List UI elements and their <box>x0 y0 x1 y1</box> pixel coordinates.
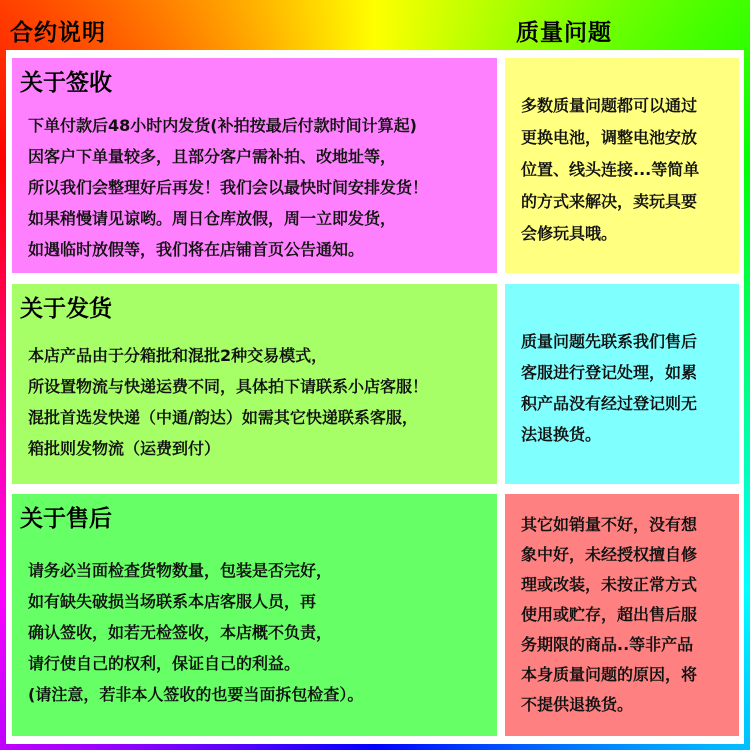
section-shipping-title: 关于发货 <box>20 296 112 322</box>
section-shipping <box>12 284 497 484</box>
text-line: 下单付款后48小时内发货(补拍按最后付款时间计算起) <box>28 116 417 135</box>
section-sign-receipt <box>12 58 497 273</box>
text-line: 请行使自己的权利，保证自己的利益。 <box>28 654 301 673</box>
text-line: 请务必当面检查货物数量，包装是否完好， <box>28 561 333 580</box>
text-line: 不提供退换货。 <box>521 695 634 714</box>
text-line: 因客户下单量较多，且部分客户需补拍、改地址等， <box>28 147 397 166</box>
section-sign-receipt-text <box>28 110 428 265</box>
text-line: 多数质量问题都可以通过 <box>521 96 698 115</box>
text-line: 法退换货。 <box>521 425 602 444</box>
section-after-sales-text <box>28 555 363 710</box>
text-line: 理或改装，未按正常方式 <box>521 575 698 594</box>
quality-panel-no-return-text <box>521 510 697 720</box>
text-line: 务期限的商品..等非产品 <box>521 635 694 654</box>
text-line: 确认签收，如若无检签收，本店概不负责， <box>28 623 333 642</box>
text-line: 质量问题先联系我们售后 <box>521 332 698 351</box>
text-line: 箱批则发物流（运费到付） <box>28 439 221 458</box>
text-line: 混批首选发快递（中通/韵达）如需其它快递联系客服， <box>28 408 418 427</box>
text-line: 象中好，未经授权擅自修 <box>521 545 698 564</box>
text-line: 位置、线头连接...等简单 <box>521 160 700 179</box>
section-shipping-text <box>28 340 428 464</box>
section-after-sales-title: 关于售后 <box>20 506 112 532</box>
header-contract-title: 合约说明 <box>10 20 106 46</box>
text-line: 积产品没有经过登记则无 <box>521 394 698 413</box>
section-sign-receipt-title: 关于签收 <box>20 70 112 96</box>
text-line: 会修玩具哦。 <box>521 224 618 243</box>
quality-panel-no-return <box>505 494 739 736</box>
text-line: 如遇临时放假等，我们将在店铺首页公告通知。 <box>28 240 365 259</box>
text-line: 所以我们会整理好后再发！我们会以最快时间安排发货！ <box>28 178 429 197</box>
text-line: 所设置物流与快递运费不同，具体拍下请联系小店客服！ <box>28 377 429 396</box>
text-line: 如有缺失破损当场联系本店客服人员，再 <box>28 592 317 611</box>
text-line: 本店产品由于分箱批和混批2种交易模式， <box>28 346 328 365</box>
quality-panel-repair <box>505 58 739 273</box>
text-line: 如果稍慢请见谅哟。周日仓库放假，周一立即发货， <box>28 209 397 228</box>
header-quality-title: 质量问题 <box>516 20 612 46</box>
text-line: 使用或贮存，超出售后服 <box>521 605 698 624</box>
text-line: 客服进行登记处理，如累 <box>521 363 698 382</box>
quality-panel-contact-text <box>521 326 697 450</box>
section-after-sales <box>12 494 497 736</box>
quality-panel-contact <box>505 284 739 484</box>
text-line: 的方式来解决，卖玩具要 <box>521 192 698 211</box>
quality-panel-repair-text <box>521 90 699 250</box>
text-line: 更换电池，调整电池安放 <box>521 128 698 147</box>
text-line: 本身质量问题的原因，将 <box>521 665 698 684</box>
text-line: 其它如销量不好，没有想 <box>521 515 698 534</box>
text-line: (请注意，若非本人签收的也要当面拆包检查）。 <box>28 685 364 704</box>
